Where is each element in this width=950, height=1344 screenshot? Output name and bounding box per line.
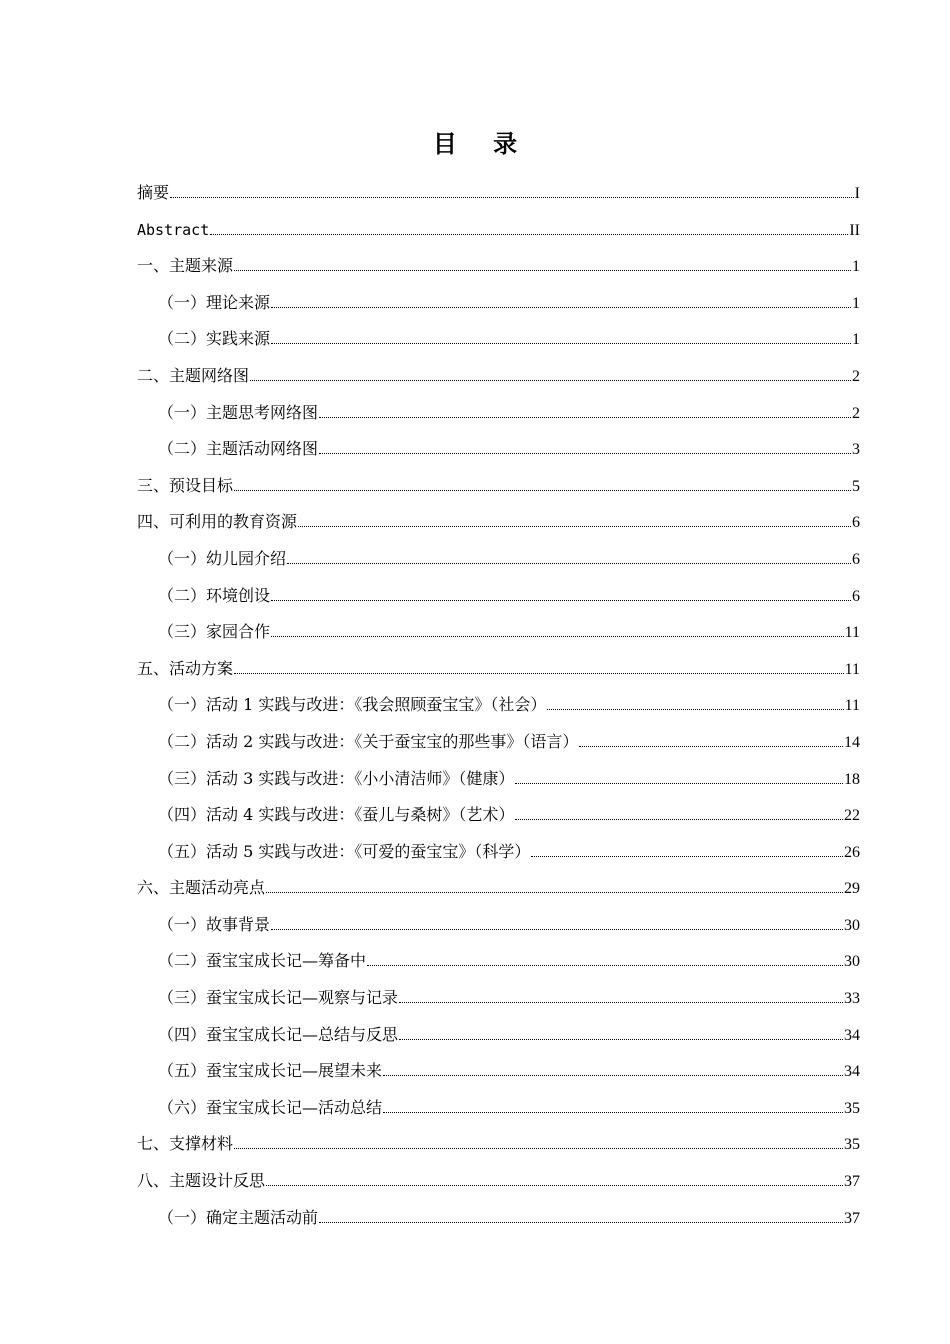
toc-dot-leader — [271, 600, 851, 601]
toc-dot-leader — [367, 965, 843, 966]
toc-entry-title: 八、主题设计反思 — [137, 1171, 266, 1191]
toc-entry[interactable] — [137, 1163, 860, 1200]
toc-dot-leader — [579, 746, 843, 747]
toc-dot-leader — [319, 1222, 843, 1223]
toc-entry[interactable] — [137, 468, 860, 505]
toc-dot-leader — [234, 270, 851, 271]
toc-dot-leader — [399, 1002, 843, 1003]
toc-entry-page-number: 11 — [844, 624, 860, 642]
toc-dot-leader — [319, 417, 851, 418]
toc-entry-page-number: 18 — [844, 770, 860, 788]
toc-entry-title: （五）蚕宝宝成长记—展望未来 — [158, 1061, 383, 1081]
toc-dot-leader — [271, 307, 851, 308]
toc-entry[interactable] — [137, 1200, 860, 1237]
toc-dot-leader — [298, 526, 851, 527]
toc-entry-page-number: 3 — [852, 441, 860, 459]
toc-dot-leader — [383, 1075, 843, 1076]
toc-entry-title: Abstract — [137, 220, 210, 239]
toc-dot-leader — [287, 563, 851, 564]
toc-dot-leader — [399, 1039, 843, 1040]
toc-entry-title: （一）主题思考网络图 — [158, 402, 319, 422]
toc-entry-title: （二）环境创设 — [158, 585, 271, 605]
toc-dot-leader — [515, 783, 843, 784]
toc-entry[interactable] — [137, 578, 860, 615]
toc-entry[interactable] — [137, 175, 860, 212]
toc-entry-page-number: 35 — [844, 1099, 860, 1117]
toc-entry-page-number: 1 — [852, 331, 860, 349]
toc-entry-page-number: 1 — [852, 258, 860, 276]
toc-entry-title: 摘要 — [137, 183, 170, 202]
toc-entry-page-number: 30 — [844, 916, 860, 934]
toc-entry-title: （一）活动 1 实践与改进：《我会照顾蚕宝宝》（社会） — [158, 695, 547, 715]
toc-entry-title: 五、活动方案 — [137, 658, 234, 678]
toc-entry-title: （五）活动 5 实践与改进：《可爱的蚕宝宝》（科学） — [158, 841, 531, 861]
toc-dot-leader — [271, 636, 844, 637]
toc-entry[interactable] — [137, 212, 860, 249]
toc-entry[interactable] — [137, 248, 860, 285]
toc-entry-title: （二）实践来源 — [158, 329, 271, 349]
toc-entry-title: （六）蚕宝宝成长记—活动总结 — [158, 1097, 383, 1117]
table-of-contents — [137, 175, 860, 1236]
toc-entry-page-number: II — [849, 221, 860, 239]
toc-entry-title: （一）理论来源 — [158, 292, 271, 312]
toc-dot-leader — [271, 343, 851, 344]
toc-entry-page-number: 11 — [844, 697, 860, 715]
toc-entry-page-number: 29 — [844, 880, 860, 898]
toc-entry-title: （二）主题活动网络图 — [158, 439, 319, 459]
toc-entry[interactable] — [137, 980, 860, 1017]
toc-dot-leader — [250, 380, 851, 381]
toc-entry[interactable] — [137, 1126, 860, 1163]
toc-entry-page-number: 6 — [852, 550, 860, 568]
toc-entry-page-number: 2 — [852, 367, 860, 385]
toc-entry-title: （二）活动 2 实践与改进：《关于蚕宝宝的那些事》（语言） — [158, 731, 579, 751]
toc-entry[interactable] — [137, 943, 860, 980]
toc-entry-page-number: 30 — [844, 953, 860, 971]
toc-entry-page-number: 37 — [844, 1173, 860, 1191]
toc-entry-page-number: 6 — [852, 514, 860, 532]
toc-entry-page-number: 35 — [844, 1136, 860, 1154]
toc-entry[interactable] — [137, 395, 860, 432]
toc-entry-page-number: 22 — [844, 807, 860, 825]
toc-entry[interactable] — [137, 504, 860, 541]
toc-entry-title: 七、支撑材料 — [137, 1134, 234, 1154]
toc-entry-title: 一、主题来源 — [137, 256, 234, 276]
toc-dot-leader — [266, 892, 843, 893]
toc-entry[interactable] — [137, 1053, 860, 1090]
toc-entry-title: （四）活动 4 实践与改进：《蚕儿与桑树》（艺术） — [158, 805, 515, 825]
toc-dot-leader — [547, 709, 843, 710]
toc-dot-leader — [234, 1148, 843, 1149]
toc-dot-leader — [234, 673, 844, 674]
toc-dot-leader — [266, 1185, 843, 1186]
toc-entry[interactable] — [137, 870, 860, 907]
toc-entry-title: （一）确定主题活动前 — [158, 1207, 319, 1227]
toc-dot-leader — [210, 234, 848, 235]
toc-dot-leader — [319, 453, 851, 454]
toc-entry-title: （三）家园合作 — [158, 622, 271, 642]
toc-entry[interactable] — [137, 907, 860, 944]
toc-entry[interactable] — [137, 834, 860, 871]
toc-entry-title: （一）幼儿园介绍 — [158, 548, 287, 568]
toc-entry[interactable] — [137, 651, 860, 688]
toc-entry[interactable] — [137, 431, 860, 468]
toc-entry-title: 六、主题活动亮点 — [137, 878, 266, 898]
toc-entry-page-number: 14 — [844, 733, 860, 751]
toc-entry-page-number: 26 — [844, 843, 860, 861]
toc-entry-title: （二）蚕宝宝成长记—筹备中 — [158, 951, 367, 971]
toc-entry[interactable] — [137, 687, 860, 724]
toc-entry-title: 二、主题网络图 — [137, 365, 250, 385]
toc-dot-leader — [170, 197, 854, 198]
toc-entry-title: （三）活动 3 实践与改进：《小小清洁师》（健康） — [158, 768, 515, 788]
toc-entry-title: 四、可利用的教育资源 — [137, 512, 298, 532]
toc-entry[interactable] — [137, 761, 860, 798]
toc-entry-page-number: 11 — [844, 660, 860, 678]
toc-entry[interactable] — [137, 358, 860, 395]
toc-entry-page-number: 1 — [852, 294, 860, 312]
page-title: 目 录 — [432, 130, 532, 158]
toc-entry-page-number: I — [854, 185, 860, 202]
toc-entry-page-number: 6 — [852, 587, 860, 605]
toc-entry-page-number: 34 — [844, 1063, 860, 1081]
toc-entry[interactable] — [137, 541, 860, 578]
toc-dot-leader — [271, 929, 843, 930]
toc-entry-title: （四）蚕宝宝成长记—总结与反思 — [158, 1024, 399, 1044]
toc-dot-leader — [234, 490, 851, 491]
toc-entry[interactable] — [137, 797, 860, 834]
toc-entry-page-number: 33 — [844, 990, 860, 1008]
toc-entry[interactable] — [137, 321, 860, 358]
toc-entry-title: （三）蚕宝宝成长记—观察与记录 — [158, 988, 399, 1008]
toc-entry-page-number: 34 — [844, 1026, 860, 1044]
toc-entry-page-number: 5 — [852, 477, 860, 495]
toc-entry[interactable] — [137, 1090, 860, 1127]
toc-entry-title: （一）故事背景 — [158, 914, 271, 934]
toc-entry[interactable] — [137, 724, 860, 761]
toc-dot-leader — [515, 819, 843, 820]
toc-entry-title: 三、预设目标 — [137, 475, 234, 495]
toc-dot-leader — [383, 1112, 843, 1113]
toc-dot-leader — [531, 856, 843, 857]
toc-entry[interactable] — [137, 614, 860, 651]
toc-entry-page-number: 37 — [844, 1209, 860, 1227]
toc-entry[interactable] — [137, 285, 860, 322]
toc-entry[interactable] — [137, 1017, 860, 1054]
toc-entry-page-number: 2 — [852, 404, 860, 422]
